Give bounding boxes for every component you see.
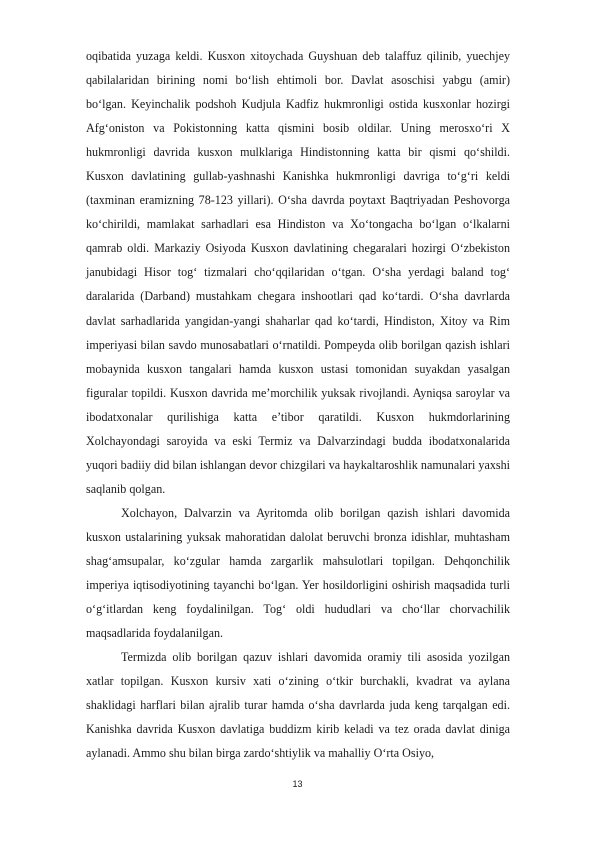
paragraph-1: oqibatida yuzaga keldi. Kusxon xitoychada Guyshuan deb talaffuz qilinib, yuechjey qabilalaridan birining nomi bo‘lish ehtimoli bor. Davlat asoschisi yabgu (amir) bo‘lgan. Keyinchalik podshoh Kudjula Kadfiz hukmronligi ostida kusxonlar hozirgi Afg‘oniston va Pokistonning katta qismini bosib oldilar. Uning merosxo‘ri X hukmronligi davrida kusxon mulklariga Hindistonning katta bir qismi qo‘shildi. Kusxon davlatining gullab-yashnashi Kanishka hukmronligi davriga to‘g‘ri keldi (taxminan eramizning 78-123 yillari). O‘sha davrda poytaxt Baqtriyadan Peshovorga ko‘chirildi, mamlakat sarhadlari esa Hindiston va Xo‘tongacha bo‘lgan o‘lkalarni qamrab oldi. Markaziy Osiyoda Kusxon davlatining chegaralari hozirgi O‘zbekiston janubidagi Hisor tog‘ tizmalari cho‘qqilaridan o‘tgan. O‘sha yerdagi baland tog‘ daralarida (Darband) mustahkam chegara inshootlari qad ko‘tardi. O‘sha davrlarda davlat sarhadlarida yangidan-yangi shaharlar qad ko‘tardi, Hindiston, Xitoy va Rim imperiyasi bilan savdo munosabatlari o‘rnatildi. Pompeyda olib borilgan qazish ishlari mobaynida kusxon tangalari hamda kusxon ustasi tomonidan suyakdan yasalgan figuralar topildi. Kusxon davrida me’morchilik yuksak rivojlandi. Ayniqsa saroylar va ibodatxonalar qurilishiga katta e’tibor qaratildi. Kusxon hukmdorlarining Xolchayondagi saroyida va eski Termiz va Dalvarzindagi budda ibodatxonalarida yuqori badiiy did bilan ishlangan devor chizgilari va haykaltaroshlik namunalari yaxshi saqlanib qolgan. <box>86 49 510 496</box>
paragraph-3: Termizda olib borilgan qazuv ishlari davomida oramiy tili asosida yozilgan xatlar topilgan. Kusxon kursiv xati o‘zining o‘tkir burchakli, kvadrat va aylana shaklidagi harflari bilan ajralib turar hamda o‘sha davrlarda juda keng tarqalgan edi. Kanishka davrida Kusxon davlatiga buddizm kirib keladi va tez orada davlat diniga aylanadi. Ammo shu bilan birga zardo‘shtiylik va mahalliy O‘rta Osiyo, <box>86 650 510 761</box>
paragraph-2: Xolchayon, Dalvarzin va Ayritomda olib borilgan qazish ishlari davomida kusxon ustalarining yuksak mahoratidan dalolat beruvchi bronza idishlar, muhtasham shag‘amsupalar, ko‘zgular hamda zargarlik mahsulotlari topilgan. Dehqonchilik imperiya iqtisodiyotining tayanchi bo‘lgan. Yer hosildorligini oshirish maqsadida turli o‘g‘itlardan keng foydalinilgan. Tog‘ oldi hududlari va cho‘llar chorvachilik maqsadlarida foydalanilgan. <box>86 505 510 641</box>
page-number: 13 <box>292 779 303 789</box>
document-body <box>86 44 510 765</box>
